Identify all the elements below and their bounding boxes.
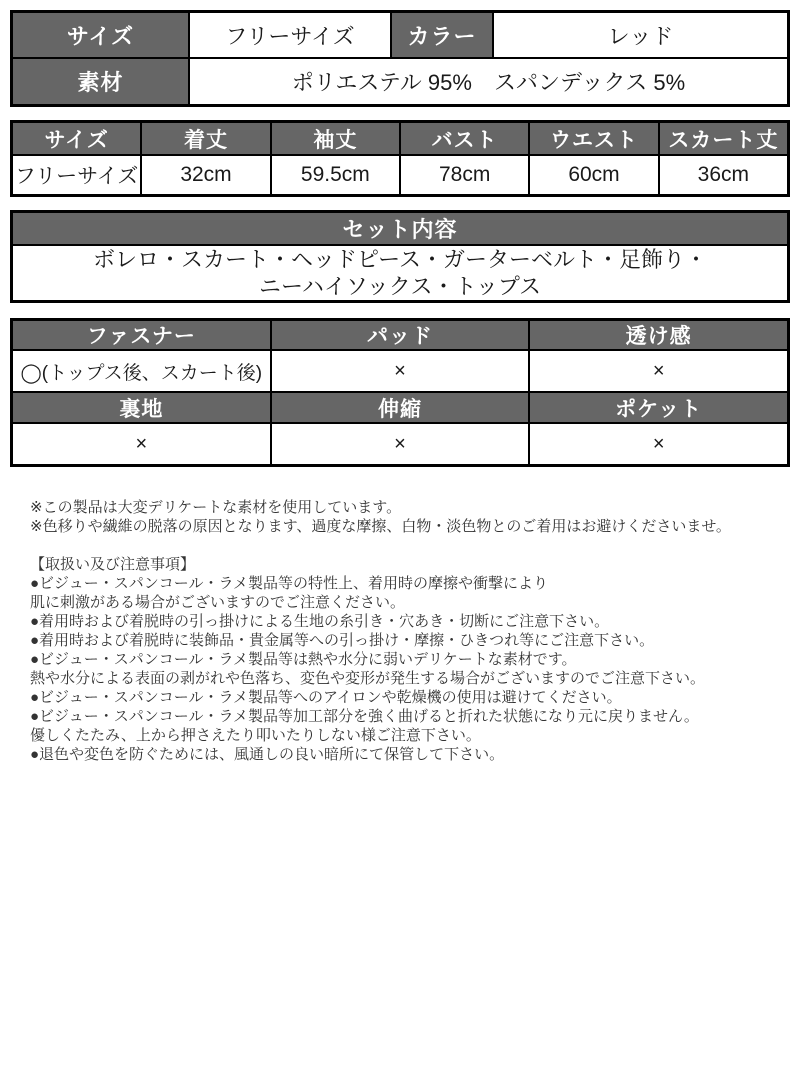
lining-header: 裏地 [13,393,270,422]
features-table [10,318,790,467]
handling-title: 【取扱い及び注意事項】 [30,556,196,573]
handling-line-9: 優しくたたみ、上から押さえたり叩いたりしない様ご注意下さい。 [30,727,481,744]
measurements-cell-waist: 60cm [530,156,657,194]
measurements-header-bust: バスト [401,123,528,154]
material-header: 素材 [13,59,188,104]
handling-line-3: ●着用時および着脱時の引っ掛けによる生地の糸引き・穴あき・切断にご注意下さい。 [30,613,610,630]
set-contents-body [13,246,787,300]
handling-line-4: ●着用時および着脱時に装飾品・貴金属等への引っ掛け・摩擦・ひきつれ等にご注意下さい。 [30,632,655,649]
sheerness-value: × [530,351,787,391]
size-header: サイズ [13,13,188,57]
pocket-header: ポケット [530,393,787,422]
handling-line-8: ●ビジュー・スパンコール・ラメ製品等加工部分を強く曲げると折れた状態になり元に戻りません。 [30,708,699,725]
handling-line-7: ●ビジュー・スパンコール・ラメ製品等へのアイロンや乾燥機の使用は避けてください。 [30,689,622,706]
set-contents-line-2: ニーハイソックス・トップス [258,274,542,299]
color-header: カラー [392,13,492,57]
size-value: フリーサイズ [190,13,390,57]
measurements-cell-sleeve: 59.5cm [272,156,399,194]
stretch-header: 伸縮 [272,393,529,422]
measurements-header-waist: ウエスト [530,123,657,154]
measurements-cell-skirt: 36cm [660,156,787,194]
measurements-header-length: 着丈 [142,123,269,154]
color-value: レッド [494,13,787,57]
measurements-header-size: サイズ [13,123,140,154]
fastener-header: ファスナー [13,321,270,349]
measurements-table [10,120,790,197]
measurements-cell-size: フリーサイズ [13,156,140,194]
measurements-header-sleeve: 袖丈 [272,123,399,154]
sheerness-header: 透け感 [530,321,787,349]
handling-line-5: ●ビジュー・スパンコール・ラメ製品等は熱や水分に弱いデリケートな素材です。 [30,651,577,668]
spec-table [10,10,790,107]
set-contents-line-1: ボレロ・スカート・ヘッドピース・ガーターベルト・足飾り・ [92,247,708,272]
handling-line-6: 熱や水分による表面の剥がれや色落ち、変色や変形が発生する場合がございますのでご注意下さい。 [30,670,706,687]
handling-line-2: 肌に刺激がある場合がございますのでご注意ください。 [30,594,406,611]
handling-line-10: ●退色や変色を防ぐためには、風通しの良い暗所にて保管して下さい。 [30,746,505,763]
measurements-cell-bust: 78cm [401,156,528,194]
delicate-note-line-2: ※色移りや繊維の脱落の原因となります、過度な摩擦、白物・淡色物とのご着用はお避けくださいませ。 [30,518,731,535]
notes-spacer [30,536,790,555]
lining-value: × [13,424,270,464]
set-contents-header: セット内容 [13,213,787,244]
stretch-value: × [272,424,529,464]
care-notes [30,498,790,764]
measurements-header-skirt: スカート丈 [660,123,787,154]
pad-header: パッド [272,321,529,349]
set-contents-table [10,210,790,303]
pocket-value: × [530,424,787,464]
delicate-note-line-1: ※この製品は大変デリケートな素材を使用しています。 [30,499,402,516]
fastener-value: ◯(トップス後、スカート後) [13,351,270,391]
handling-line-1: ●ビジュー・スパンコール・ラメ製品等の特性上、着用時の摩擦や衝撃により [30,575,549,592]
material-value: ポリエステル 95% スパンデックス 5% [190,59,787,104]
pad-value: × [272,351,529,391]
measurements-cell-length: 32cm [142,156,269,194]
